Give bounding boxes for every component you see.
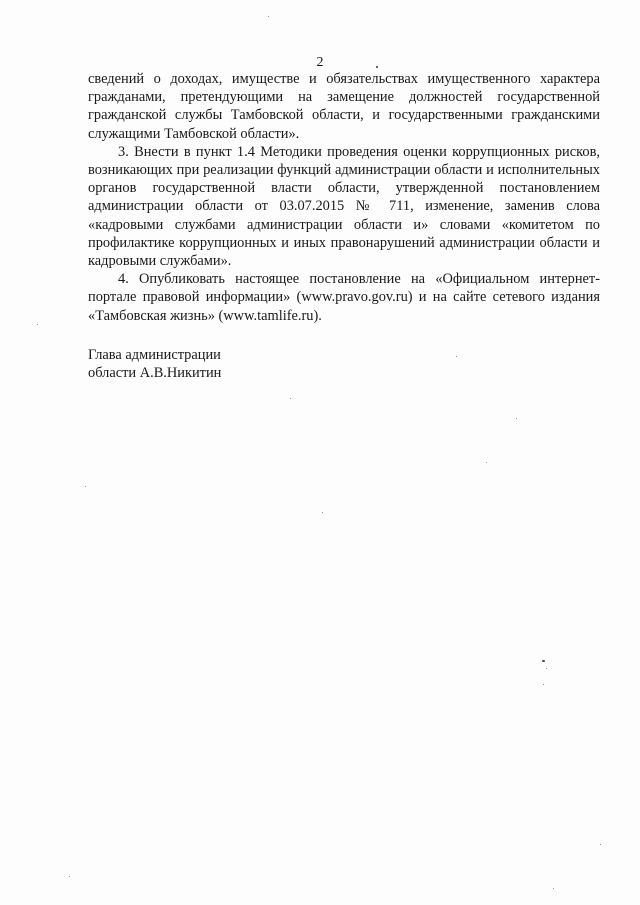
scan-speck	[456, 356, 457, 357]
scan-speck	[37, 324, 38, 325]
scan-speck	[69, 876, 70, 877]
signature-block	[88, 346, 221, 382]
scan-speck	[322, 512, 323, 513]
document-body	[88, 70, 600, 325]
scan-speck	[290, 398, 291, 399]
scan-speck	[268, 16, 269, 17]
scan-speck	[543, 684, 544, 685]
signature-name: области А.В.Никитин	[88, 365, 222, 381]
scan-speck	[376, 66, 378, 68]
paragraph-item-3: 3. Внести в пункт 1.4 Методики проведения оценки коррупционных рисков, возникающих при реализации функций администрации области и исполнительных органов государственной власти области, утвержденной постановлением администрации области от 03.07.2015 № 711, изменение, заменив слова «кадровыми службами администрации области и» словами «комитетом по профилактике коррупционных и иных правонарушений администрации области и кадровыми службами».	[88, 143, 600, 270]
page-number: 2	[316, 55, 324, 70]
scan-speck	[542, 660, 545, 662]
scan-speck	[546, 668, 547, 669]
scan-speck	[553, 888, 554, 889]
signature-position: Глава администрации	[88, 347, 221, 363]
paragraph-item-4: 4. Опубликовать настоящее постановление на «Официальном интернет-портале правовой информации» (www.pravo.gov.ru) и на сайте сетевого издания «Тамбовская жизнь» (www.tamlife.ru).	[88, 271, 600, 324]
scan-speck	[600, 844, 601, 845]
scan-speck	[85, 486, 86, 487]
scan-speck	[486, 462, 487, 463]
paragraph-continuation: сведений о доходах, имуществе и обязательствах имущественного характера гражданами, претендующими на замещение должностей государственной гражданской службы Тамбовской области, и государственными гражданскими служащими Тамбовской области».	[88, 71, 600, 142]
scan-speck	[516, 418, 517, 419]
